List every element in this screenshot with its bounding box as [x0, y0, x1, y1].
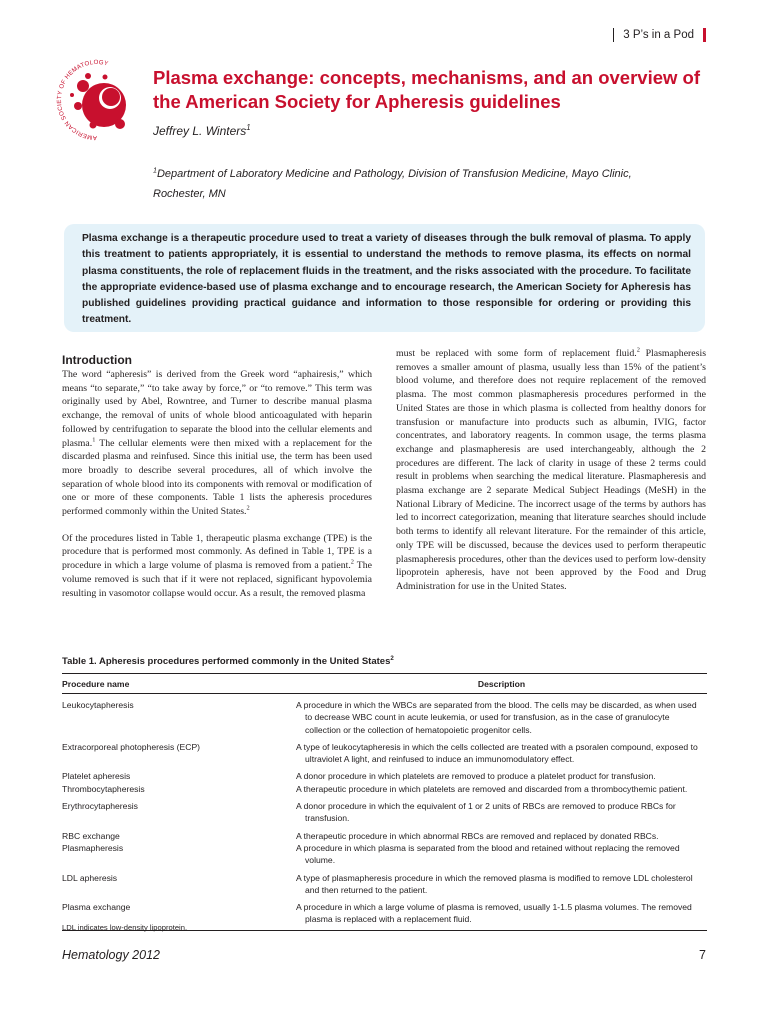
caption-text: Table 1. Apheresis procedures performed commonly in the United States [62, 656, 391, 667]
citation-sup: 1 [92, 436, 96, 444]
procedure-description: A donor procedure in which platelets are removed to produce a platelet product for transfusion. [296, 771, 656, 782]
table-row [62, 800, 707, 825]
author-sup: 1 [246, 123, 251, 132]
procedure-description: A procedure in which plasma is separated from the blood and retained without replacing the removed volume. [296, 842, 680, 866]
series-tag [613, 28, 706, 42]
table-footnote: LDL indicates low-density lipoprotein. [62, 923, 188, 932]
author-name: Jeffrey L. Winters [153, 124, 247, 138]
procedure-description: A type of plasmapheresis procedure in which the removed plasma is modified to remove LDL cholesterol and then returned to the patient. [296, 872, 693, 895]
table-row [62, 783, 707, 795]
procedure-description: A donor procedure in which the equivalent of 1 or 2 units of RBCs are removed to produce RBCs for transfusion. [296, 801, 676, 824]
table-caption [62, 656, 394, 667]
section-heading: Introduction [62, 353, 132, 367]
table-row [62, 830, 707, 842]
logo-text: AMERICAN SOCIETY OF HEMATOLOGY [55, 58, 110, 142]
affiliation [153, 164, 673, 204]
citation-sup: 2 [246, 504, 250, 512]
divider-bar [613, 28, 614, 42]
text-run: The cellular elements were then mixed with a replacement for the discarded plasma and reinfused. Since this initial use, the term has been used more broadly to describe several procedures, all of which involve the separation of whole blood into its components with removal or modification of one or more of these components. Table 1 lists the apheresis procedures performed commonly within the United States. [62, 437, 372, 518]
procedure-name: Plasmapheresis [62, 842, 124, 853]
table-row [62, 872, 707, 897]
accent-bar [703, 28, 706, 42]
text-run: Plasmapheresis removes a smaller amount of plasma, usually less than 15% of the patient’s blood volume, and therefore does not require replacement of the removed plasma. The most common plasmapheresis procedures performed in the United States are those in which plasma is collected from healthy donors for transfusion or manufacture into products such as albumin, IVIG, factor concentrates, and laboratory reagents. In common usage, the terms plasma exchange and plasmapheresis are used interchangeably, although the 2 procedures are different. The lack of clarity in usage of these 2 terms could result in problems when searching the medical literature. Plasmapheresis and plasma exchange are 2 separate Medical Subject Headings (MeSH) in the National Library of Medicine. The incorrect usage of the terms by authors has led to incorrect categorization, meaning that literature searches should include both terms to identify all relevant literature. For the remainder of this article, only TPE will be discussed, because the devices used to perform therapeutic plasmapheresis procedures, other than the devices used to perform low-density lipoprotein apheresis, have not been approved by the Food and Drug Administration for use in the United States. [396, 348, 707, 592]
intro-paragraph-1 [62, 368, 372, 519]
page-number: 7 [699, 948, 706, 962]
column-header-description: Description [477, 678, 526, 689]
procedure-description: A procedure in which a large volume of plasma is removed, usually 1-1.5 plasma volumes. The removed plasma is replaced with a replacement fluid. [296, 902, 692, 925]
procedure-name: RBC exchange [62, 830, 120, 841]
text-run: The word “apheresis” is derived from the Greek word “aphairesis,” which means “to separate,” “to take away by force,” or “to remove.” This term was originally used by Abel, Rowntree, and Turner to describe manual plasma exchange, the removal of units of whole blood anticoagulated with heparin followed by centrifugation to separate the blood into the cellular elements and plasma. [62, 369, 372, 449]
table-body [62, 694, 707, 931]
citation-sup: 2 [390, 654, 394, 662]
author-line [153, 124, 251, 138]
body-column-left [62, 352, 372, 600]
procedure-description: A type of leukocytapheresis in which the cells collected are treated with a psoralen compound, exposed to ultraviolet A light, and reinfused to induce an immunomodulatory effect. [296, 741, 698, 765]
body-column-right [396, 347, 706, 594]
journal-name: Hematology 2012 [62, 948, 160, 962]
column-header-name: Procedure name [62, 678, 130, 689]
procedures-table [62, 673, 707, 931]
procedure-name: Erythrocytapheresis [62, 801, 138, 812]
procedure-description: A therapeutic procedure in which abnormal RBCs are removed and replaced by donated RBCs. [296, 830, 659, 841]
article-title: Plasma exchange: concepts, mechanisms, and an overview of the American Society for Apheresis guidelines [153, 67, 700, 112]
abstract-text: Plasma exchange is a therapeutic procedure used to treat a variety of diseases through the bulk removal of plasma. To apply this treatment to patients appropriately, it is essential to understand the methods to remove plasma, its effects on normal plasma constituents, the role of replacement fluids in the treatment, and the risks associated with the procedure. To facilitate the appropriate evidence-based use of plasma exchange and to encourage research, the American Society for Apheresis has published guidelines providing practical guidance and information to those responsible for ordering or providing this treatment. [82, 233, 691, 326]
table-row [62, 842, 707, 867]
ash-logo [47, 50, 147, 150]
table-row [62, 741, 707, 766]
procedure-description: A therapeutic procedure in which platelets are removed and discarded from a thrombocythemic patient. [296, 783, 688, 794]
procedure-description: A procedure in which the WBCs are separated from the blood. The cells may be discarded, as when used to decrease WBC count in acute leukemia, or used for transfusion, as in the case of granulocyte collection or the collection of hematopoietic progenitor cells. [296, 700, 697, 735]
series-label: 3 P’s in a Pod [623, 29, 694, 41]
intro-paragraph-3 [396, 347, 706, 594]
procedure-name: Thrombocytapheresis [62, 783, 145, 794]
table-row [62, 699, 707, 736]
text-run: Of the procedures listed in Table 1, therapeutic plasma exchange (TPE) is the procedure that is performed most commonly. As defined in Table 1, TPE is a procedure in which a large volume of plasma is removed from a patient. [62, 532, 372, 572]
abstract-box [64, 224, 705, 332]
procedure-name: Leukocytapheresis [62, 700, 134, 710]
table-header-row [62, 673, 707, 694]
citation-sup: 2 [636, 346, 640, 354]
procedure-name: Plasma exchange [62, 902, 131, 913]
citation-sup: 2 [350, 558, 354, 566]
intro-paragraph-2 [62, 532, 372, 601]
text-run: must be replaced with some form of replacement fluid. [396, 348, 637, 359]
procedure-name: LDL apheresis [62, 872, 118, 883]
text-run: The volume removed is such that if it were not replaced, significant hypovolemia resulting in vasomotor collapse would occur. As a result, the removed plasma [62, 560, 372, 599]
affiliation-sup: 1 [153, 166, 157, 175]
procedure-name: Platelet apheresis [62, 771, 131, 782]
table-row [62, 770, 707, 782]
affiliation-text: Department of Laboratory Medicine and Pathology, Division of Transfusion Medicine, Mayo Clinic, Rochester, MN [153, 168, 632, 200]
procedure-name: Extracorporeal photopheresis (ECP) [62, 741, 201, 752]
